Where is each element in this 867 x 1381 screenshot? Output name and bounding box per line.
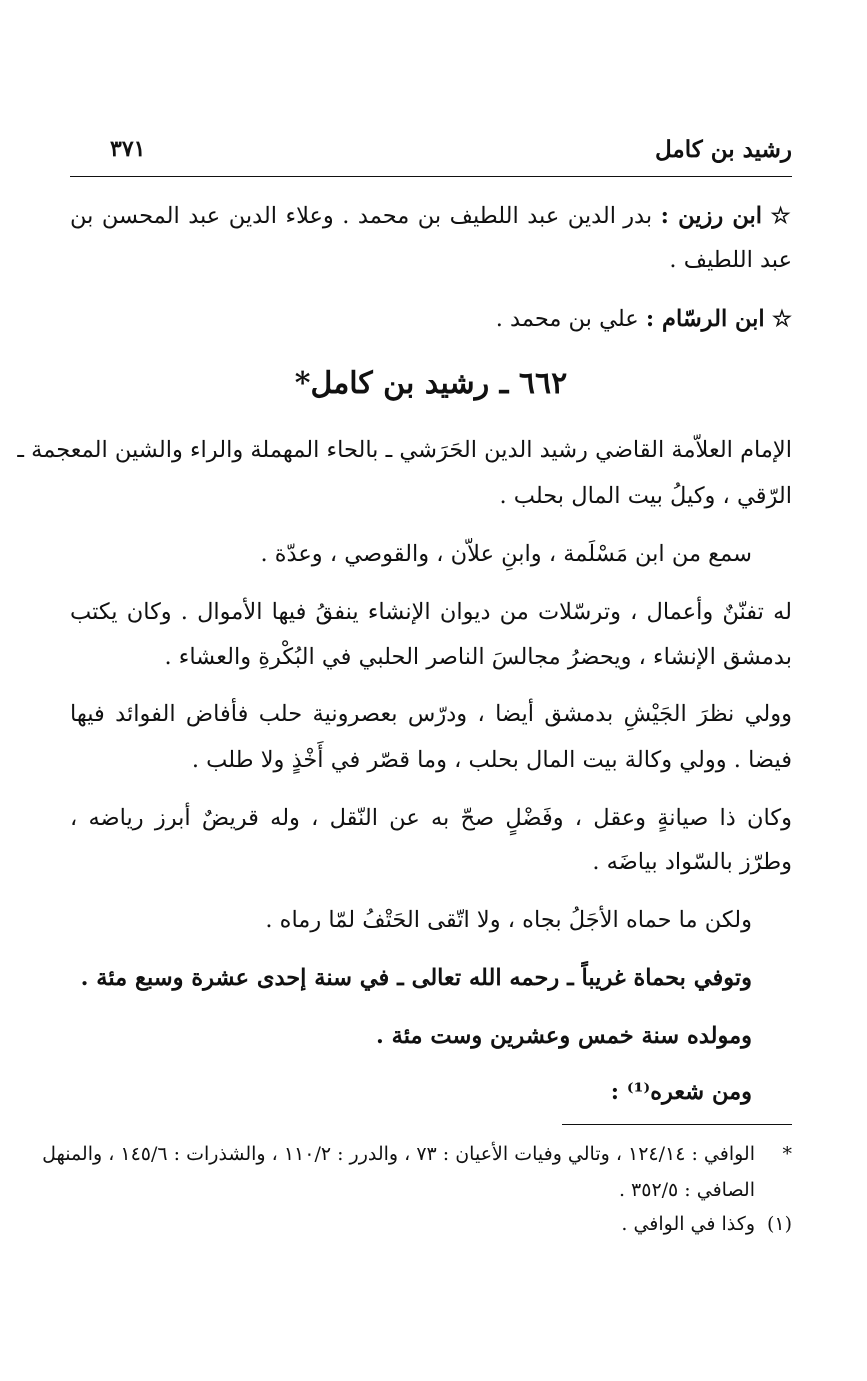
text-line: سمع من ابن مَسْلَمة ، وابنِ علاّن ، والقوصي ، وعدّة . <box>260 541 752 567</box>
text-line: وطرّز بالسّواد بياضَه . <box>592 849 792 875</box>
text-line: الإمام العلاّمة القاضي رشيد الدين الحَرَشي ـ بالحاء المهملة والراء والشين المعجمة ـ <box>17 437 792 463</box>
cross-reference-text: علي بن محمد . <box>495 306 639 332</box>
cross-reference-name: ابن الرسّام : <box>645 306 765 332</box>
biography-title: ٦٦٢ ـ رشيد بن كامل* <box>294 366 568 401</box>
footnote-line: الصافي : ٣٥٢/٥ . <box>618 1179 755 1201</box>
running-title: رشيد بن كامل <box>654 136 792 163</box>
text-line: وكان ذا صيانةٍ وعقل ، وفَضْلٍ صحّ به عن النّقل ، وله قريضٌ أبرز رياضه ، <box>70 805 792 831</box>
text-line: الرّقي ، وكيلُ بيت المال بحلب . <box>499 483 792 509</box>
footnote-line: الوافي : ١٢٤/١٤ ، وتالي وفيات الأعيان : ٧٣ ، والدرر : ١١٠/٢ ، والشذرات : ١٤٥/٦ ، والمنهل <box>42 1143 755 1165</box>
text-line: له تفنّنٌ وأعمال ، وترسّلات من ديوان الإنشاء ينفقُ فيها الأموال . وكان يكتب <box>70 599 792 625</box>
text-line: وتوفي بحماة غريباً ـ رحمه الله تعالى ـ في سنة إحدى عشرة وسبع مئة . <box>80 965 752 991</box>
text-line: بدمشق الإنشاء ، ويحضرُ مجالسَ الناصر الحلبي في البُكْرةِ والعشاء . <box>164 644 792 670</box>
cross-reference-line: عبد اللطيف . <box>669 247 792 273</box>
text-line: وولي نظرَ الجَيْشِ بدمشق أيضا ، ودرّس بعصرونية حلب فأفاض الفوائد فيها <box>70 701 792 727</box>
text-line: فيضا . وولي وكالة بيت المال بحلب ، وما قصّر في أَخْذٍ ولا طلب . <box>191 747 792 773</box>
cross-reference-line <box>496 303 792 335</box>
cross-reference-text: بدر الدين عبد اللطيف بن محمد . وعلاء الدين عبد المحسن بن <box>70 203 653 229</box>
page-number: ٣٧١ <box>110 136 146 162</box>
footnote-divider <box>562 1124 792 1125</box>
text-line: ومن شعره⁽¹⁾ : <box>610 1079 752 1105</box>
footnote-marker: * <box>782 1143 792 1165</box>
footnote-marker: (١) <box>766 1213 792 1235</box>
text-line: ولكن ما حماه الأجَلُ بجاه ، ولا اتّقى الحَتْفُ لمّا رماه . <box>265 907 752 933</box>
cross-reference-line <box>70 200 792 232</box>
footnote-line: وكذا في الوافي . <box>621 1213 755 1235</box>
star-icon: ☆ <box>771 306 792 332</box>
page-header <box>70 136 792 177</box>
cross-reference-name: ابن رزين : <box>660 203 763 229</box>
text-line: ومولده سنة خمس وعشرين وست مئة . <box>375 1023 752 1049</box>
star-icon: ☆ <box>770 203 793 229</box>
